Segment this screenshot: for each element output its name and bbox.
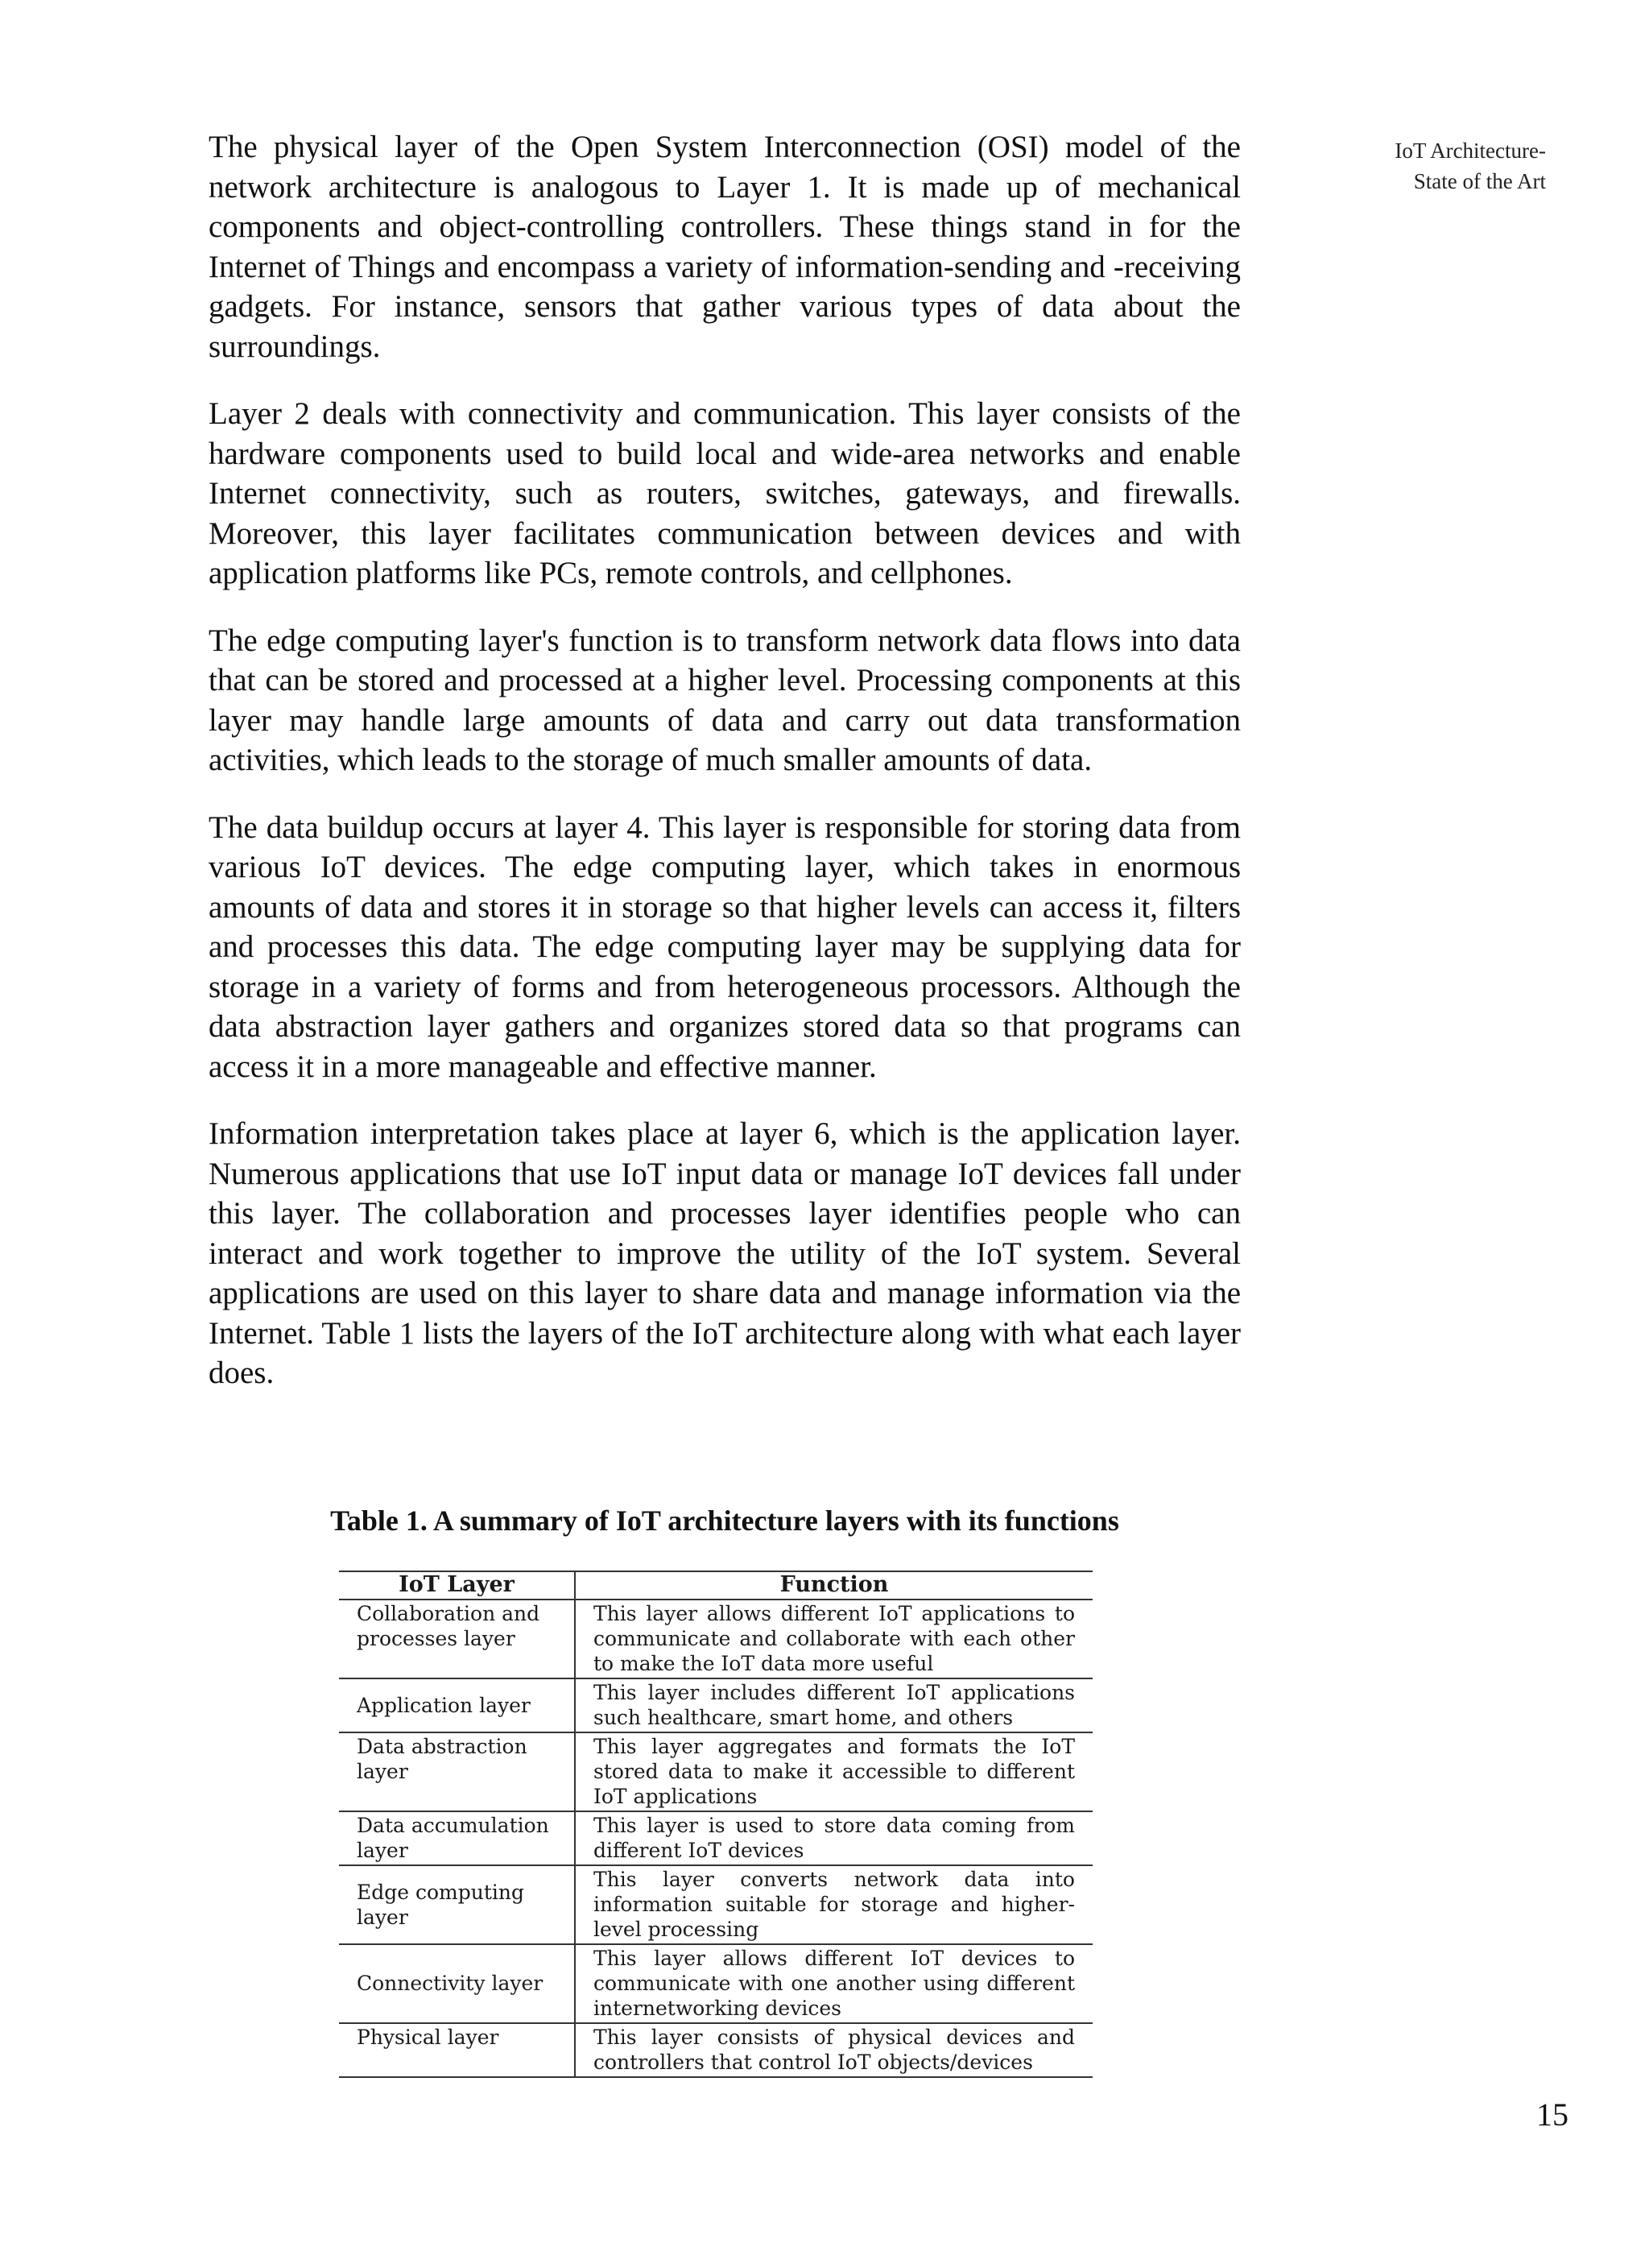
table-row: [339, 1865, 1093, 1944]
layer-function-cell: This layer is used to store data coming from different IoT devices: [575, 1811, 1093, 1865]
layer-function-cell: This layer consists of physical devices and controllers that control IoT objects/devices: [575, 2023, 1093, 2077]
running-head-line-1: IoT Architecture-: [1395, 139, 1546, 163]
layer-name-cell: Data abstraction layer: [339, 1732, 575, 1811]
running-head: [1337, 135, 1546, 197]
paragraph-connectivity-layer: Layer 2 deals with connectivity and communication. This layer consists of the hardware components used to build local and wide-area networks and enable Internet connectivity, such as routers, switches, gateways, and firewalls. Moreover, this layer facilitates communication between devices and with application platforms like PCs, remote controls, and cellphones.: [209, 396, 1241, 590]
table-caption: Table 1. A summary of IoT architecture layers with its functions: [330, 1504, 1119, 1537]
layer-function-cell: This layer allows different IoT devices to communicate with one another using different internetworking devices: [575, 1944, 1093, 2023]
table-row: [339, 1732, 1093, 1811]
paragraph-edge-computing: The edge computing layer's function is to transform network data flows into data that can be stored and processed at a higher level. Processing components at this layer may handle large amounts of data and carry out data transformation activities, which leads to the storage of much smaller amounts of data.: [209, 623, 1241, 777]
table-row: [339, 1600, 1093, 1678]
column-header-function: Function: [575, 1571, 1093, 1600]
layer-name-cell: Application layer: [339, 1678, 575, 1732]
table-row: [339, 1678, 1093, 1732]
layer-function-cell: This layer aggregates and formats the IoT stored data to make it accessible to different IoT applications: [575, 1732, 1093, 1811]
layer-function-cell: This layer includes different IoT applications such healthcare, smart home, and others: [575, 1678, 1093, 1732]
column-header-iot-layer: IoT Layer: [339, 1571, 575, 1600]
page-number: 15: [1536, 2096, 1568, 2133]
body-text: [209, 127, 1241, 1421]
layer-name-cell: Edge computing layer: [339, 1865, 575, 1944]
table-row: [339, 1811, 1093, 1865]
layer-name-cell: Data accumulation layer: [339, 1811, 575, 1865]
paragraph-physical-layer: The physical layer of the Open System Interconnection (OSI) model of the network architecture is analogous to Layer 1. It is made up of mechanical components and object-controlling controllers. These things stand in for the Internet of Things and encompass a variety of information-sending and -receiving gadgets. For instance, sensors that gather various types of data about the surroundings.: [209, 130, 1241, 364]
running-head-line-2: State of the Art: [1413, 169, 1546, 193]
paragraph-application-layer: Information interpretation takes place at layer 6, which is the application layer. Numerous applications that use IoT input data or manage IoT devices fall under this layer. The collaboration and processes layer identifies people who can interact and work together to improve the utility of the IoT system. Several applications are used on this layer to share data and manage information via the Internet. Table 1 lists the layers of the IoT architecture along with what each layer does.: [209, 1116, 1241, 1390]
paragraph-data-accumulation: The data buildup occurs at layer 4. This layer is responsible for storing data from various IoT devices. The edge computing layer, which takes in enormous amounts of data and stores it in storage so that higher levels can access it, filters and processes this data. The edge computing layer may be supplying data for storage in a variety of forms and from heterogeneous processors. Although the data abstraction layer gathers and organizes stored data so that programs can access it in a more manageable and effective manner.: [209, 809, 1241, 1084]
table-row: [339, 2023, 1093, 2077]
iot-layers-table: [339, 1571, 1093, 2078]
layer-name-cell: Collaboration and processes layer: [339, 1600, 575, 1678]
layer-function-cell: This layer allows different IoT applications to communicate and collaborate with each other to make the IoT data more useful: [575, 1600, 1093, 1678]
layer-name-cell: Connectivity layer: [339, 1944, 575, 2023]
layer-function-cell: This layer converts network data into information suitable for storage and higher-level processing: [575, 1865, 1093, 1944]
table-row: [339, 1944, 1093, 2023]
layer-name-cell: Physical layer: [339, 2023, 575, 2077]
table-header-row: [339, 1571, 1093, 1600]
